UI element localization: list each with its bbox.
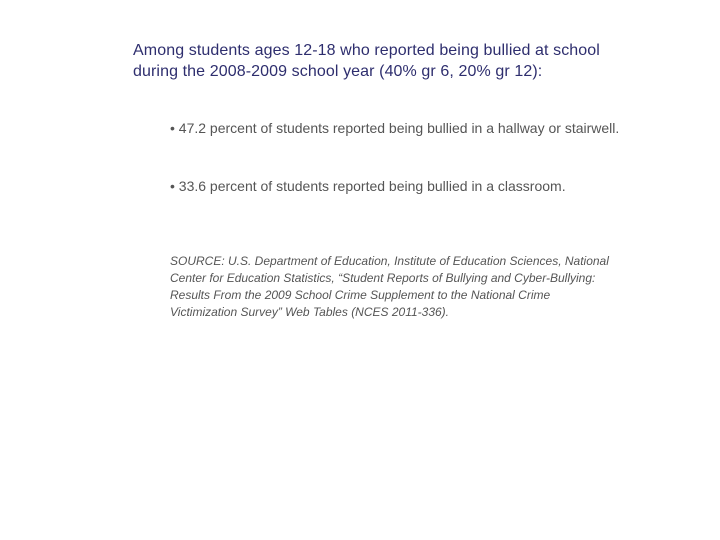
- bullet-classroom-statistic: • 33.6 percent of students reported being bullied in a classroom.: [170, 178, 566, 194]
- slide-heading: Among students ages 12-18 who reported being bullied at school during the 2008-2009 school year (40% gr 6, 20% gr 12):: [133, 42, 600, 80]
- bullet-hallway-statistic: • 47.2 percent of students reported being bullied in a hallway or stairwell.: [170, 120, 620, 136]
- source-citation: SOURCE: U.S. Department of Education, Institute of Education Sciences, National Center for Education Statistics, “Student Reports of Bullying and Cyber-Bullying: Results From the 2009 School Crime Supplement to the National Crime Victimization Survey” Web Tables (NCES 2011-336).: [170, 254, 609, 319]
